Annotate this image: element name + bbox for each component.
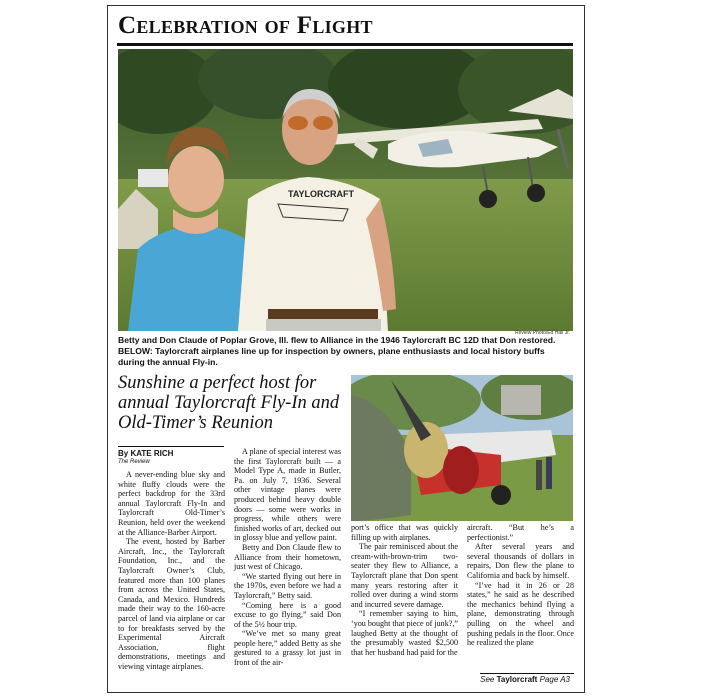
paragraph: A plane of special interest was the first Taylorcraft built — a Model Type A, made in Butler, Pa. on July 7, 1936. Several other vintage planes were produced behind heavy double doors — some were works in progress, while others were finished works of art, decked out in glossy blue and yellow paint.	[234, 447, 341, 543]
photo-credit: Review Photo/Ed Hall Jr.	[514, 330, 570, 336]
caption-line-1: Betty and Don Claude of Poplar Grove, Ill. flew to Alliance in the 1946 Taylorcraft BC 12D that Don restored.	[118, 335, 556, 345]
byline-rule	[118, 446, 224, 447]
paragraph: The pair reminisced about the cream-with-brown-trim two-seater they flew to Alliance, a Taylorcraft plane that Don spent many years restoring after it rolled over during a wind storm and incurred severe damage.	[351, 542, 458, 609]
jump-target: Taylorcraft	[496, 675, 538, 684]
section-masthead: Celebration of Flight	[118, 12, 373, 39]
jump-page: Page A3	[539, 675, 570, 684]
jump-line	[480, 675, 570, 684]
secondary-photo	[351, 375, 573, 521]
paragraph: “We’ve met so many great people here,” added Betty as she gestured to a grassy lot just in front of the air-	[234, 629, 341, 668]
photo-caption	[118, 335, 573, 368]
paragraph: aircraft. “But he’s a perfectionist.”	[467, 523, 574, 542]
article-column-4	[467, 523, 574, 648]
caption-line-2: Taylorcraft airplanes line up for inspection by owners, plane enthusiasts and local history buffs during the annual Fly-in.	[118, 346, 545, 367]
shirt-print: TAYLORCRAFT	[288, 189, 354, 199]
paragraph: “I’ve had it in 26 or 28 states,” he said as he described the mechanics behind flying a plane, demonstrating through pulling on the wheel and pushing pedals in the floor. Once he realized the plane	[467, 580, 574, 648]
caption-below-label: BELOW:	[118, 346, 153, 356]
paragraph: The event, hosted by Barber Aircraft, Inc., the Taylorcraft Foundation, Inc., and the Taylorcraft Owner’s Club, featured more than 100 planes from across the United States, Canada, and Mexico. Hundreds made their way to the 160-acre parcel of land via airplane or car to for breakfasts served by the Experimental Aircraft Association, flight demonstrations, meetings and viewing vintage airplanes.	[118, 537, 225, 671]
paragraph: “I remember saying to him, ‘you bought that piece of junk?,” laughed Betty at the thought of the presumably wasted $2,500 that her husband had paid for the	[351, 609, 458, 657]
byline: By KATE RICH	[118, 449, 174, 458]
article-column-2	[234, 447, 341, 668]
paragraph: After several years and several thousands of dollars in repairs, Don flew the plane to California and back by himself.	[467, 542, 574, 580]
jump-rule	[480, 673, 574, 674]
masthead-rule	[117, 43, 573, 46]
jump-see: See	[480, 675, 495, 684]
paragraph: “Coming here is a good excuse to go flying,” said Don of the 5½ hour trip.	[234, 600, 341, 629]
paragraph: “We started flying out here in the 1970s, even before we had a Taylorcraft,” Betty said.	[234, 571, 341, 600]
paragraph: A never-ending blue sky and white fluffy clouds were the perfect backdrop for the 33rd annual Taylorcraft Fly-In and Taylorcraft Old-Timer’s Reunion, held over the weekend at the Alliance-Barber Airport.	[118, 470, 225, 537]
paragraph: Betty and Don Claude flew to Alliance from their hometown, just west of Chicago.	[234, 542, 341, 572]
paragraph: port’s office that was quickly filling up with airplanes.	[351, 523, 458, 542]
newspaper-page	[107, 5, 585, 693]
byline-outlet: The Review	[118, 459, 150, 465]
article-headline: Sunshine a perfect host for annual Taylorcraft Fly-In and Old-Timer’s Reunion	[118, 373, 340, 433]
article-column-1	[118, 470, 225, 671]
article-column-3	[351, 523, 458, 657]
main-photo	[118, 49, 573, 331]
